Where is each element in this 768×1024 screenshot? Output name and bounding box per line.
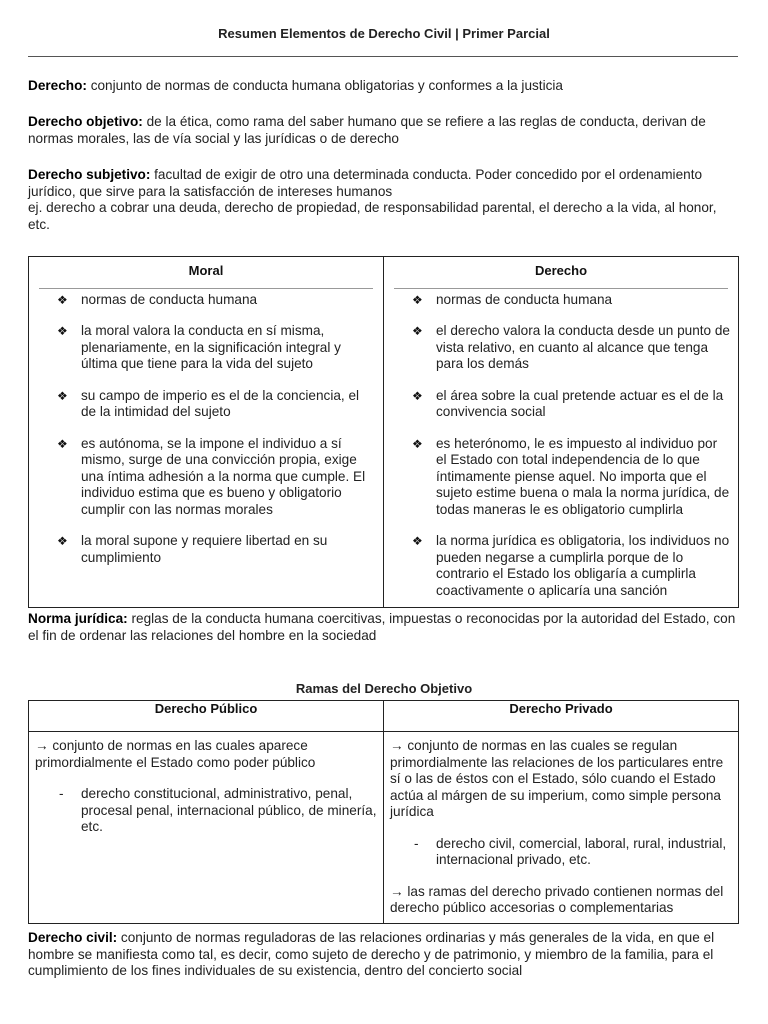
term-label: Norma jurídica: <box>28 611 128 626</box>
moral-column <box>29 285 384 608</box>
list-item: ❖ su campo de imperio es el de la conciencia, el de la intimidad del sujeto <box>57 387 360 419</box>
diamond-bullet-icon: ❖ <box>57 534 68 548</box>
diamond-bullet-icon: ❖ <box>57 436 68 451</box>
definition-derecho-civil <box>28 930 740 980</box>
derecho-list <box>384 289 738 608</box>
moral-header: Moral <box>29 257 384 285</box>
derecho-column <box>384 285 739 608</box>
definition-text: facultad de exigir de otro una determinada conducta. Poder concedido por el ordenamiento jurídico, que sirve para la satisfacción de intereses humanos <box>28 167 703 199</box>
list-item: ❖ la moral supone y requiere libertad en su cumplimiento <box>57 533 328 565</box>
example-text: ej. derecho a cobrar una deuda, derecho de propiedad, de responsabilidad parental, el derecho a la vida, al honor, etc. <box>28 200 717 232</box>
ramas-title: Ramas del Derecho Objetivo <box>295 681 473 696</box>
term-label: Derecho: <box>28 78 87 93</box>
list-item: ❖ normas de conducta humana <box>57 291 258 307</box>
dash-bullet: - <box>414 835 419 851</box>
definition-text: de la ética, como rama del saber humano que se refiere a las reglas de conducta, derivan de normas morales, las de vía social y las jurídicas o de derecho <box>28 114 706 146</box>
definition-derecho <box>28 78 740 95</box>
ramas-table <box>28 700 739 924</box>
publico-header: Derecho Público <box>29 701 384 732</box>
diamond-bullet-icon: ❖ <box>57 324 68 338</box>
diamond-bullet-icon: ❖ <box>412 534 423 548</box>
privado-header: Derecho Privado <box>384 701 739 732</box>
definition-text: conjunto de normas de conducta humana obligatorias y conformes a la justicia <box>86 78 563 93</box>
list-item: ❖ el derecho valora la conducta desde un punto de vista relativo, en cuanto al alcance que tenga para los demás <box>412 323 730 371</box>
term-label: Derecho civil: <box>28 930 118 945</box>
list-item: ❖ la norma jurídica es obligatoria, los individuos no pueden negarse a cumplirla porque de lo contrario el Estado los obligaría a cumplirla coactivamente o aplicaría una sanción <box>412 533 730 598</box>
list-item: ❖ el área sobre la cual pretende actuar es el de la convivencia social <box>412 387 724 419</box>
list-item: ❖ es autónoma, se la impone el individuo a sí mismo, surge de una convicción propia, exige una íntima adhesión a la norma que cumple. El individuo estima que es bueno y obligatorio cumplir con las normas morales <box>57 435 366 517</box>
moral-list <box>29 289 383 575</box>
list-item: - derecho constitucional, administrativo, penal, procesal penal, internacional público, de minería, etc. <box>59 786 377 834</box>
term-label: Derecho objetivo: <box>28 114 143 129</box>
privado-intro: → conjunto de normas en las cuales se regulan primordialmente las relaciones de los particulares entre sí o las de éstos con el Estado, sólo cuando el Estado actúa al márgen de su imperium, como simple persona jurídica <box>390 738 724 819</box>
privado-list <box>390 836 732 869</box>
list-item: ❖ la moral valora la conducta en sí misma, plenariamente, en la significación integral y última que tiene para la vida del sujeto <box>57 323 341 371</box>
privado-note: → las ramas del derecho privado contienen normas del derecho público accesorias o complementarias <box>390 883 724 915</box>
term-label: Derecho subjetivo: <box>28 167 151 182</box>
publico-intro: → conjunto de normas en las cuales aparece primordialmente el Estado como poder público <box>35 738 316 770</box>
moral-vs-derecho-table <box>28 256 739 608</box>
publico-cell <box>29 732 384 924</box>
derecho-header: Derecho <box>384 257 739 285</box>
list-item: - derecho civil, comercial, laboral, rural, industrial, internacional privado, etc. <box>414 835 727 867</box>
diamond-bullet-icon: ❖ <box>57 388 68 403</box>
diamond-bullet-icon: ❖ <box>412 292 423 307</box>
privado-cell <box>384 732 739 924</box>
title-divider <box>28 56 738 57</box>
definition-derecho-subjetivo <box>28 167 740 233</box>
dash-bullet: - <box>59 786 64 801</box>
diamond-bullet-icon: ❖ <box>412 324 423 338</box>
diamond-bullet-icon: ❖ <box>412 436 423 451</box>
definition-text: conjunto de normas reguladoras de las relaciones ordinarias y más generales de la vida, en que el hombre se manifiesta como tal, es decir, como sujeto de derecho y de patrimonio, y miembro de la familia, para el cumplimiento de los fines individuales de su existencia, dentro del concierto social <box>28 930 715 978</box>
diamond-bullet-icon: ❖ <box>57 292 68 307</box>
definition-derecho-objetivo <box>28 114 740 147</box>
publico-list <box>35 786 377 836</box>
definition-text: reglas de la conducta humana coercitivas, impuestas o reconocidas por la autoridad del Estado, con el fin de ordenar las relaciones del hombre en la sociedad <box>28 611 736 643</box>
list-item: ❖ es heterónomo, le es impuesto al individuo por el Estado con total independencia de lo que íntimamente piense aquel. No importa que el sujeto estime buena o mala la norma jurídica, de todas maneras le es obligatorio cumplirla <box>412 435 730 517</box>
definition-norma-juridica <box>28 611 740 644</box>
list-item: ❖ normas de conducta humana <box>412 291 613 307</box>
diamond-bullet-icon: ❖ <box>412 388 423 403</box>
definition-body <box>28 167 740 200</box>
page-title: Resumen Elementos de Derecho Civil | Primer Parcial <box>218 26 550 41</box>
